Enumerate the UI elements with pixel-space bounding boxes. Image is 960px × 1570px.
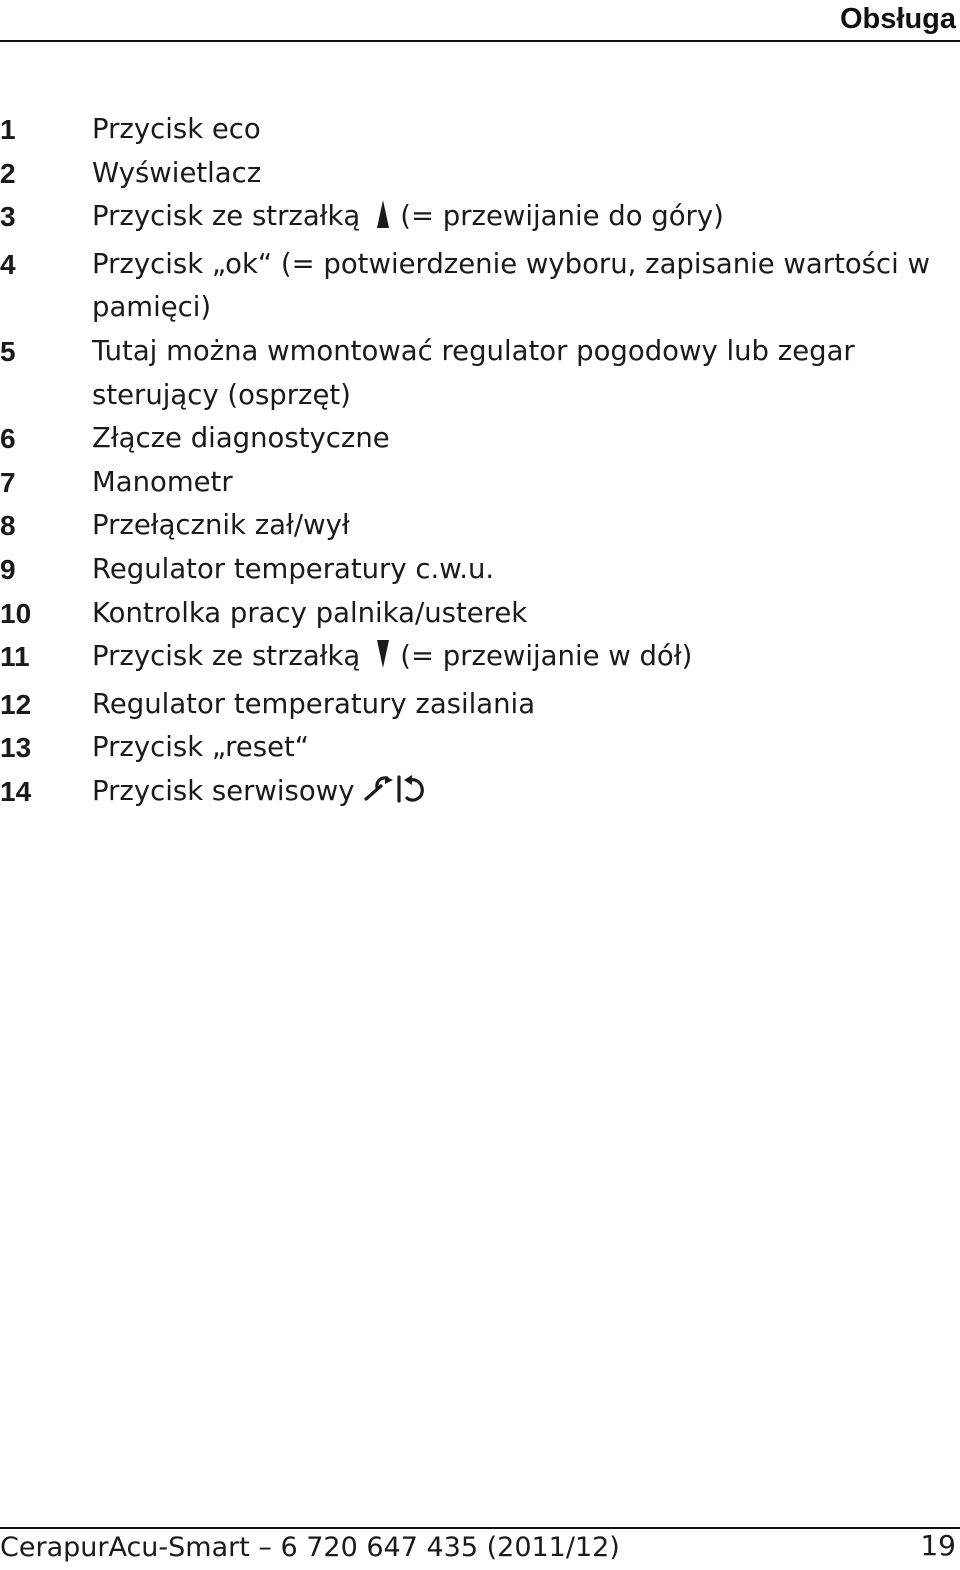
legend-text: Przycisk serwisowy [92, 774, 355, 807]
legend-number: 9 [0, 553, 16, 585]
legend-text: Regulator temperatury c.w.u. [92, 552, 495, 585]
legend-item-13 [0, 726, 960, 770]
legend-number: 7 [0, 466, 16, 498]
legend-text: Przełącznik zał/wył [92, 509, 350, 542]
legend-number: 14 [0, 775, 32, 807]
legend-text: Przycisk ze strzałką [92, 200, 361, 233]
legend-text: Regulator temperatury zasilania [92, 687, 536, 720]
component-legend [0, 108, 960, 820]
legend-item-1 [0, 108, 960, 152]
legend-number: 10 [0, 597, 32, 629]
legend-item-4 [0, 243, 960, 330]
legend-text: Manometr [92, 465, 233, 498]
legend-text-suffix: (= przewijanie w dół) [400, 640, 693, 673]
legend-number: 12 [0, 688, 32, 720]
legend-item-11 [0, 635, 960, 683]
legend-text: Przycisk ze strzałką [92, 640, 361, 673]
document-reference: CerapurAcu-Smart – 6 720 647 435 (2011/12) [0, 1532, 620, 1563]
page-number: 19 [920, 1529, 956, 1562]
legend-number: 13 [0, 732, 32, 764]
legend-item-8 [0, 504, 960, 548]
arrow-down-icon [376, 639, 390, 683]
legend-item-6 [0, 417, 960, 461]
legend-item-12 [0, 683, 960, 727]
legend-number: 11 [0, 641, 30, 673]
legend-item-5 [0, 330, 960, 417]
legend-number: 5 [0, 335, 16, 367]
legend-text: Złącze diagnostyczne [92, 422, 390, 455]
legend-item-2 [0, 152, 960, 196]
legend-item-14 [0, 770, 960, 820]
legend-text-suffix: (= przewijanie do góry) [400, 200, 724, 233]
legend-text: Przycisk eco [92, 113, 261, 145]
legend-item-3 [0, 195, 960, 243]
legend-number: 6 [0, 423, 16, 455]
legend-text: Tutaj można wmontować regulator pogodowy lub zegar sterujący (osprzęt) [92, 334, 855, 411]
legend-number: 3 [0, 201, 16, 233]
legend-number: 8 [0, 510, 16, 542]
legend-text: Przycisk „ok“ (= potwierdzenie wyboru, zapisanie wartości w pamięci) [92, 247, 930, 324]
legend-item-10 [0, 592, 960, 636]
legend-number: 4 [0, 248, 16, 280]
legend-text: Wyświetlacz [92, 156, 262, 189]
legend-number: 1 [0, 114, 16, 145]
wrench-reset-icon [362, 772, 428, 820]
arrow-up-icon [376, 199, 390, 243]
header-divider [0, 40, 960, 42]
legend-number: 2 [0, 157, 16, 189]
legend-text: Kontrolka pracy palnika/usterek [92, 596, 528, 629]
page-section-title: Obsługa [839, 3, 956, 35]
legend-text: Przycisk „reset“ [92, 731, 310, 764]
legend-item-7 [0, 461, 960, 505]
footer-divider [0, 1527, 960, 1529]
legend-item-9 [0, 548, 960, 592]
